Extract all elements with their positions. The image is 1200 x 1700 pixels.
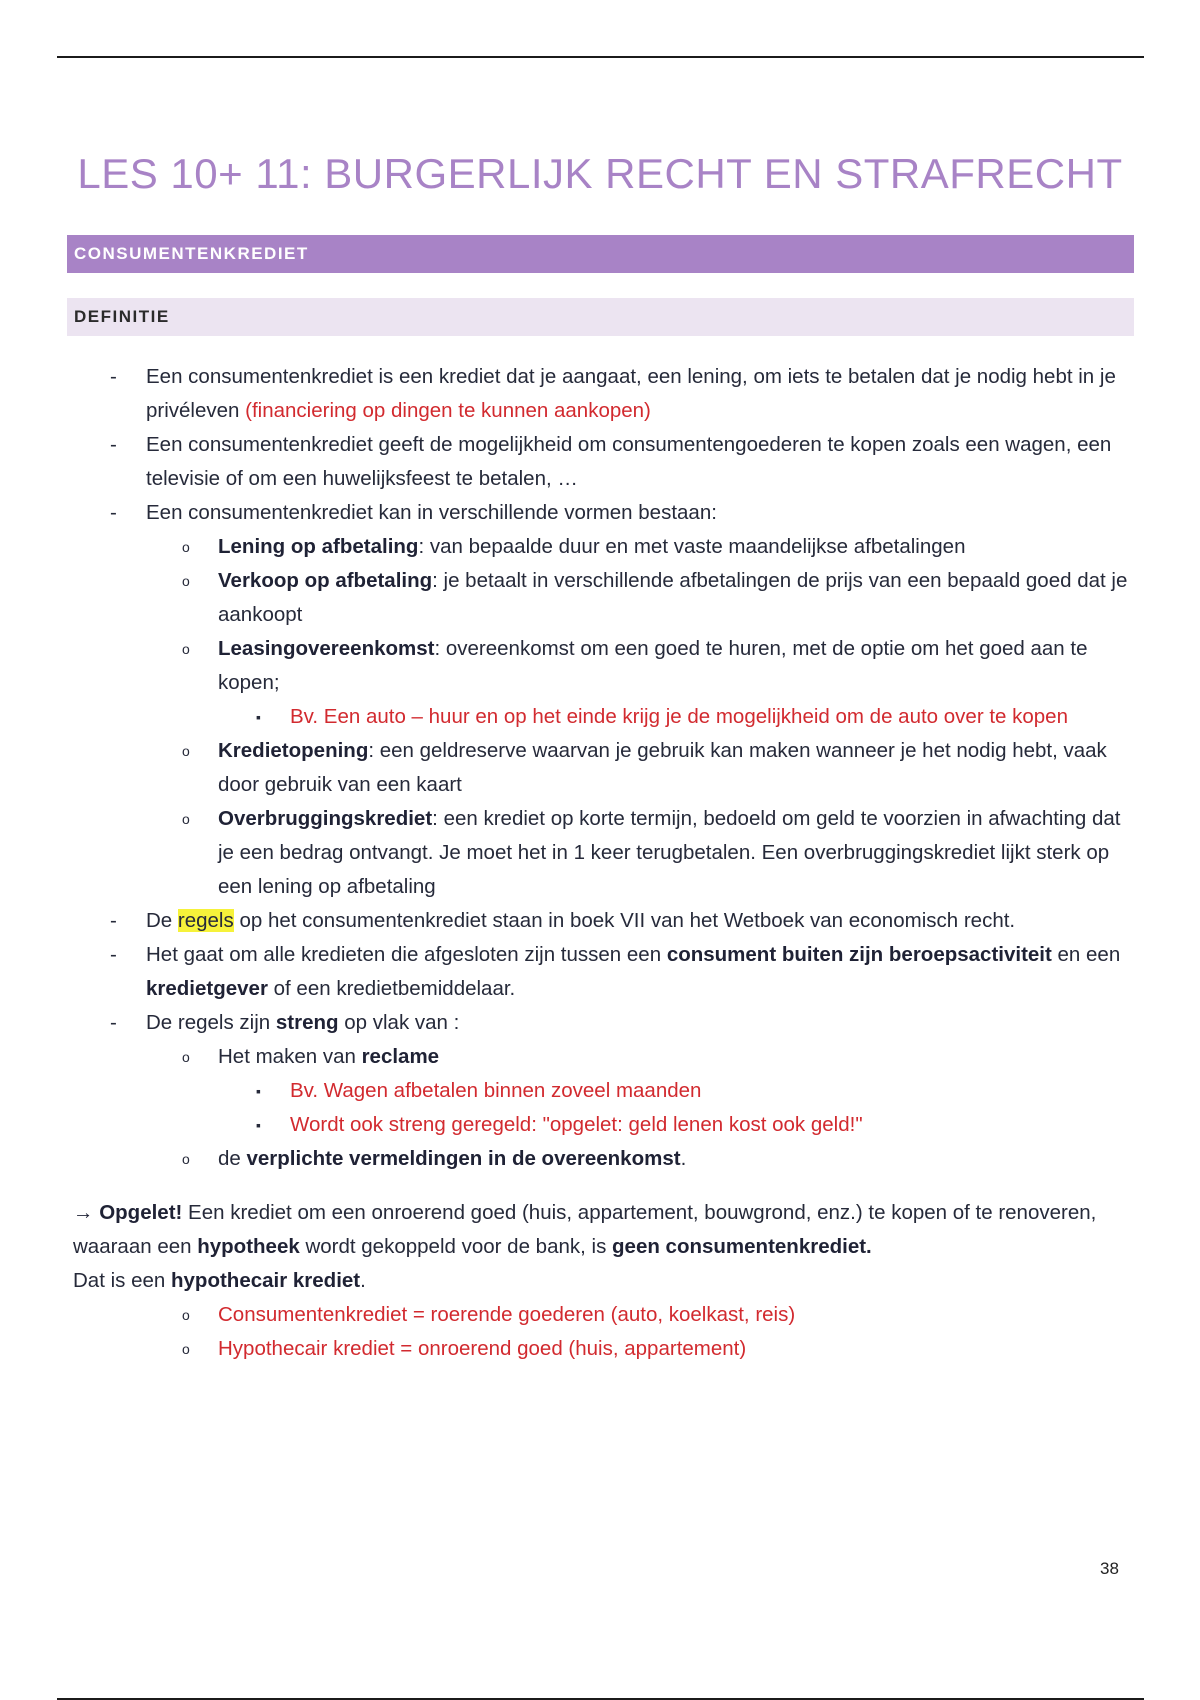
circle-bullet: o xyxy=(182,1049,190,1065)
sub-sub-list-item: ▪ Bv. Wagen afbetalen binnen zoveel maanden xyxy=(0,1074,1200,1108)
sub-list-item: o Kredietopening: een geldreserve waarvan je gebruik kan maken wanneer je het nodig hebt, vaak door gebruik van een kaart xyxy=(0,734,1200,802)
sub-list-item: o Lening op afbetaling: van bepaalde duur en met vaste maandelijkse afbetalingen xyxy=(0,530,1200,564)
dash-bullet: - xyxy=(110,909,117,932)
list-item: - De regels op het consumentenkrediet staan in boek VII van het Wetboek van economisch recht. xyxy=(0,904,1200,938)
sub-sub-list-item: ▪ Bv. Een auto – huur en op het einde krijg je de mogelijkheid om de auto over te kopen xyxy=(0,700,1200,734)
circle-bullet: o xyxy=(182,743,190,759)
subsection-heading: DEFINITIE xyxy=(67,298,1134,336)
dash-bullet: - xyxy=(110,943,117,966)
list-item: - Het gaat om alle kredieten die afgesloten zijn tussen een consument buiten zijn beroepsactiviteit en een kredietgever of een kredietbemiddelaar. xyxy=(0,938,1200,1006)
circle-bullet: o xyxy=(182,1151,190,1167)
arrow-icon: → xyxy=(73,1201,94,1224)
sub-list-item: o Hypothecair krediet = onroerend goed (huis, appartement) xyxy=(0,1332,1200,1366)
dash-bullet: - xyxy=(110,501,117,524)
list-item: - De regels zijn streng op vlak van : xyxy=(0,1006,1200,1040)
sub-list-item: o Overbruggingskrediet: een krediet op korte termijn, bedoeld om geld te voorzien in afwachting dat je een bedrag ontvangt. Je moet het in 1 keer terugbetalen. Een overbruggingskrediet lijkt sterk op een lening op afbetaling xyxy=(0,802,1200,904)
dash-bullet: - xyxy=(110,365,117,388)
highlighted-word: regels xyxy=(177,909,234,932)
sub-list-item: o Consumentenkrediet = roerende goederen (auto, koelkast, reis) xyxy=(0,1298,1200,1332)
top-rule xyxy=(57,56,1144,58)
square-bullet: ▪ xyxy=(256,1083,261,1099)
square-bullet: ▪ xyxy=(256,709,261,725)
sub-list-item: o Het maken van reclame xyxy=(0,1040,1200,1074)
page-number: 38 xyxy=(1100,1559,1119,1578)
sub-sub-list-item: ▪ Wordt ook streng geregeld: "opgelet: geld lenen kost ook geld!" xyxy=(0,1108,1200,1142)
circle-bullet: o xyxy=(182,641,190,657)
circle-bullet: o xyxy=(182,1341,190,1357)
circle-bullet: o xyxy=(182,573,190,589)
sub-list-item: o Verkoop op afbetaling: je betaalt in verschillende afbetalingen de prijs van een bepaald goed dat je aankoopt xyxy=(0,564,1200,632)
list-item: - Een consumentenkrediet geeft de mogelijkheid om consumentengoederen te kopen zoals een wagen, een televisie of om een huwelijksfeest te betalen, … xyxy=(0,428,1200,496)
dash-bullet: - xyxy=(110,1011,117,1034)
square-bullet: ▪ xyxy=(256,1117,261,1133)
circle-bullet: o xyxy=(182,539,190,555)
circle-bullet: o xyxy=(182,1307,190,1323)
note-paragraph: → Opgelet! Een krediet om een onroerend goed (huis, appartement, bouwgrond, enz.) te kopen of te renoveren, waaraan een hypotheek wordt gekoppeld voor de bank, is geen consumentenkrediet. Dat is een hypothecair krediet. xyxy=(73,1201,1097,1292)
sub-list-item: o de verplichte vermeldingen in de overeenkomst. xyxy=(0,1142,1200,1176)
dash-bullet: - xyxy=(110,433,117,456)
sub-list-item: o Leasingovereenkomst: overeenkomst om een goed te huren, met de optie om het goed aan te kopen; xyxy=(0,632,1200,700)
list-item: - Een consumentenkrediet kan in verschillende vormen bestaan: xyxy=(0,496,1200,530)
circle-bullet: o xyxy=(182,811,190,827)
section-heading: CONSUMENTENKREDIET xyxy=(67,235,1134,273)
document-body xyxy=(0,360,1200,1366)
page-title: LES 10+ 11: BURGERLIJK RECHT EN STRAFRECHT xyxy=(77,150,1123,197)
list-item: - Een consumentenkrediet is een krediet dat je aangaat, een lening, om iets te betalen dat je nodig hebt in je privéleven (financiering op dingen te kunnen aankopen) xyxy=(0,360,1200,428)
